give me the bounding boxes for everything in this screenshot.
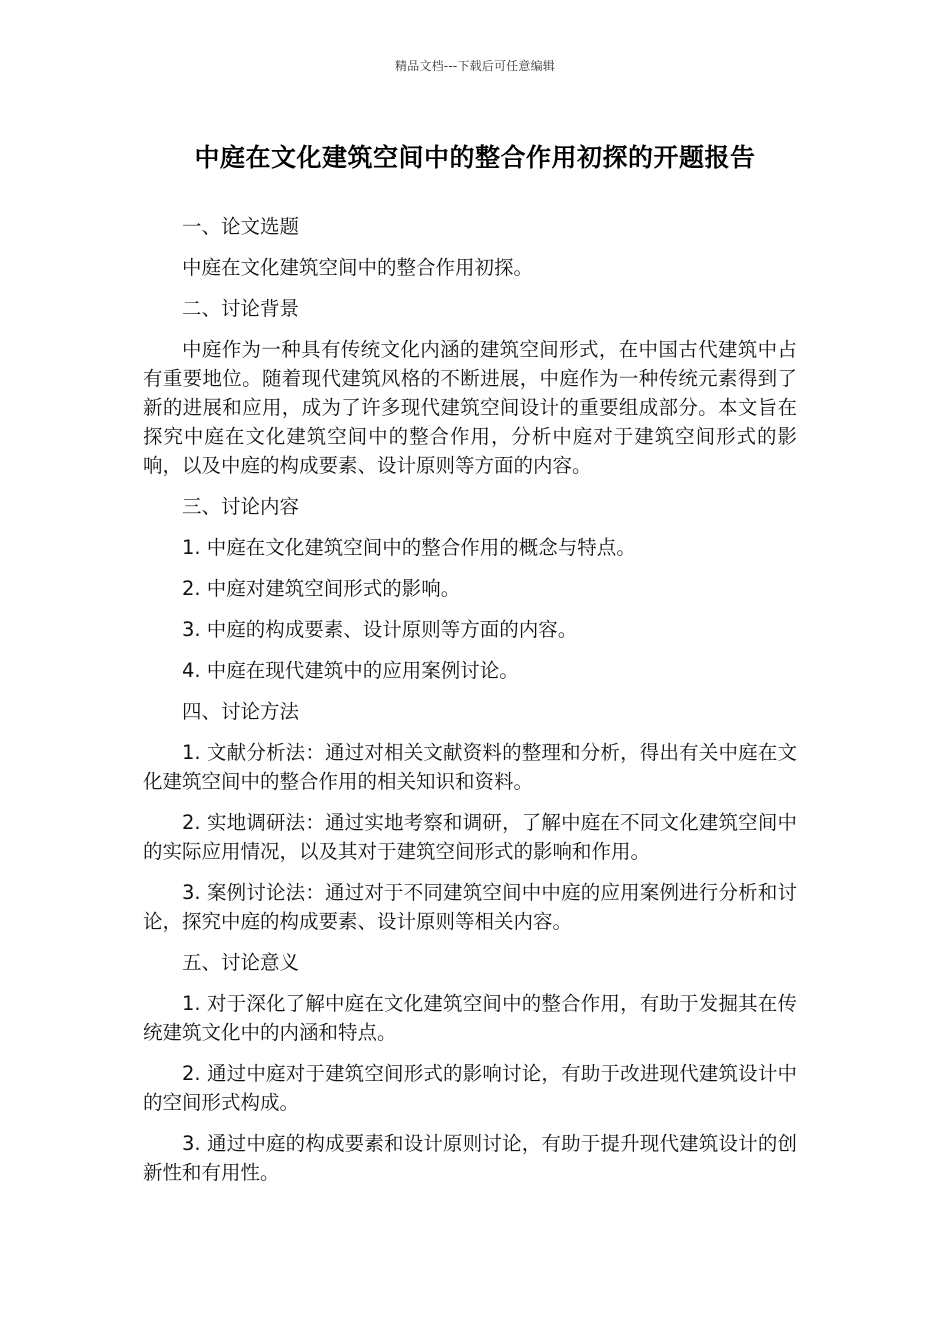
paragraph: 中庭作为一种具有传统文化内涵的建筑空间形式，在中国古代建筑中占有重要地位。随着现代建筑风格的不断进展，中庭作为一种传统元素得到了新的进展和应用，成为了许多现代建筑空间设计的重要组成部分。本文旨在探究中庭在文化建筑空间中的整合作用，分析中庭对于建筑空间形式的影响，以及中庭的构成要素、设计原则等方面的内容。	[143, 338, 797, 477]
section-heading-methods: 四、讨论方法	[182, 700, 300, 723]
list-item: 1. 文献分析法：通过对相关文献资料的整理和分析，得出有关中庭在文化建筑空间中的整合作用的相关知识和资料。	[143, 741, 797, 793]
paragraph: 中庭在文化建筑空间中的整合作用初探。	[182, 256, 534, 279]
header-note: 精品文档---下载后可任意编辑	[395, 59, 555, 73]
list-item: 2. 通过中庭对于建筑空间形式的影响讨论，有助于改进现代建筑设计中的空间形式构成。	[143, 1062, 797, 1114]
document-body	[143, 212, 797, 1187]
list-item: 2. 中庭对建筑空间形式的影响。	[182, 577, 461, 600]
list-item: 2. 实地调研法：通过实地考察和调研，了解中庭在不同文化建筑空间中的实际应用情况，以及其对于建筑空间形式的影响和作用。	[143, 811, 797, 863]
list-item: 3. 通过中庭的构成要素和设计原则讨论，有助于提升现代建筑设计的创新性和有用性。	[143, 1132, 797, 1184]
list-item: 3. 中庭的构成要素、设计原则等方面的内容。	[182, 618, 578, 641]
list-item: 1. 对于深化了解中庭在文化建筑空间中的整合作用，有助于发掘其在传统建筑文化中的内涵和特点。	[143, 992, 797, 1044]
section-heading-content: 三、讨论内容	[182, 495, 300, 518]
section-heading-background: 二、讨论背景	[182, 297, 300, 320]
section-heading-topic: 一、论文选题	[182, 215, 300, 238]
list-item: 3. 案例讨论法：通过对于不同建筑空间中中庭的应用案例进行分析和讨论，探究中庭的构成要素、设计原则等相关内容。	[143, 881, 797, 933]
list-item: 1. 中庭在文化建筑空间中的整合作用的概念与特点。	[182, 536, 636, 559]
document-title: 中庭在文化建筑空间中的整合作用初探的开题报告	[194, 143, 756, 172]
list-item: 4. 中庭在现代建筑中的应用案例讨论。	[182, 659, 519, 682]
section-heading-significance: 五、讨论意义	[182, 951, 300, 974]
